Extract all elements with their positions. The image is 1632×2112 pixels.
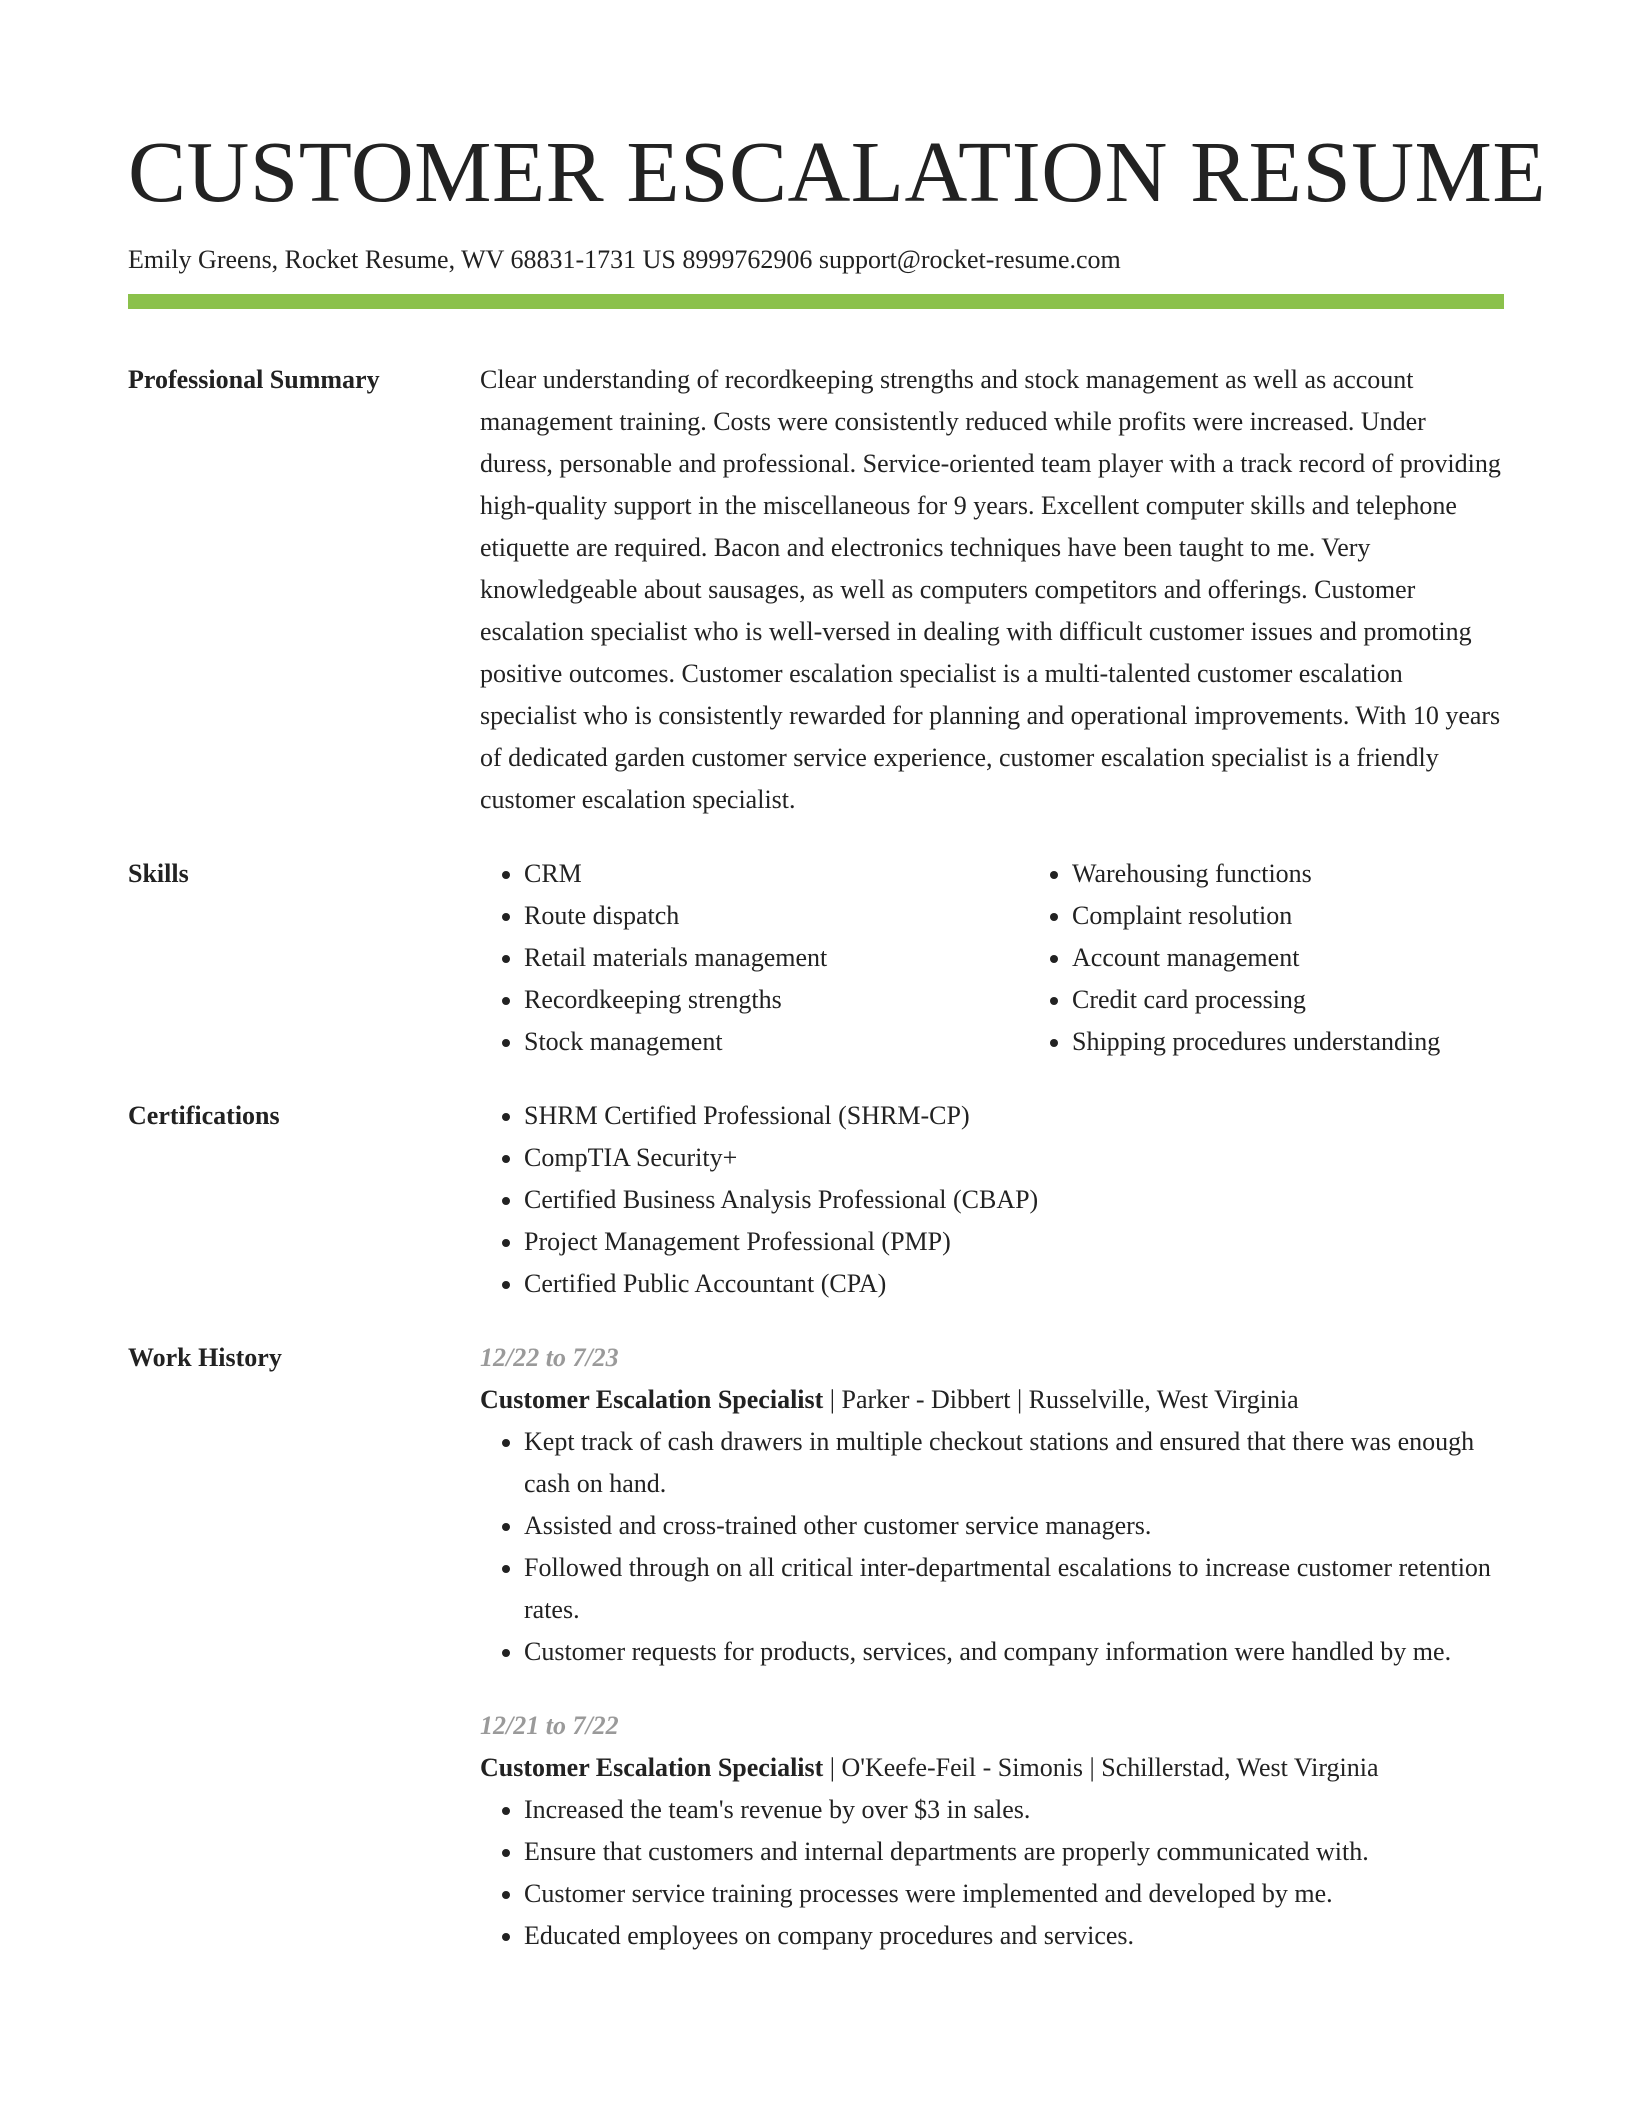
skill-item: • Complaint resolution xyxy=(1072,895,1532,937)
job-dates: 12/22 to 7/23 xyxy=(480,1343,619,1372)
skill-item: • Account management xyxy=(1072,937,1532,979)
resume-page xyxy=(128,0,1547,1957)
certification-item: • SHRM Certified Professional (SHRM-CP) xyxy=(524,1095,1504,1137)
certification-item: • Certified Public Accountant (CPA) xyxy=(524,1263,1504,1305)
resume-title: CUSTOMER ESCALATION RESUME xyxy=(128,123,1547,220)
job-header xyxy=(480,1379,1504,1421)
work-history-heading: Work History xyxy=(128,1343,282,1372)
skill-item: • Shipping procedures understanding xyxy=(1072,1021,1532,1063)
certifications-list xyxy=(480,1095,1504,1305)
header-divider xyxy=(128,294,1504,309)
skill-item: • CRM xyxy=(524,853,1028,895)
contact-email: support@rocket-resume.com xyxy=(818,245,1121,274)
contact-name-address: Emily Greens, Rocket Resume, WV 68831-1731 US xyxy=(128,245,676,274)
certification-item: • Certified Business Analysis Professional (CBAP) xyxy=(524,1179,1504,1221)
job-details: | Parker - Dibbert | Russelville, West Virginia xyxy=(823,1385,1299,1414)
skills-list-right xyxy=(1028,853,1532,1063)
job-bullets xyxy=(480,1421,1504,1673)
job-title: Customer Escalation Specialist xyxy=(480,1753,824,1782)
certification-item: • CompTIA Security+ xyxy=(524,1137,1504,1179)
job-title: Customer Escalation Specialist xyxy=(480,1385,824,1414)
summary-text: Clear understanding of recordkeeping strengths and stock management as well as account management training. Costs were consistently reduced while profits were increased. Under duress, personable and professional. Service-oriented team player with a track record of providing high-quality support in the miscellaneous for 9 years. Excellent computer skills and telephone etiquette are required. Bacon and electronics techniques have been taught to me. Very knowledgeable about sausages, as well as computers competitors and offerings. Customer escalation specialist who is well-versed in dealing with difficult customer issues and promoting positive outcomes. Customer escalation specialist is a multi-talented customer escalation specialist who is consistently rewarded for planning and operational improvements. With 10 years of dedicated garden customer service experience, customer escalation specialist is a friendly customer escalation specialist. xyxy=(480,365,1501,814)
work-history-section xyxy=(128,1337,1504,1957)
job-bullet: • Increased the team's revenue by over $3 in sales. xyxy=(524,1789,1504,1831)
job-bullet: • Ensure that customers and internal departments are properly communicated with. xyxy=(524,1831,1504,1873)
job-bullet: • Customer requests for products, services, and company information were handled by me. xyxy=(524,1631,1504,1673)
skill-item: • Stock management xyxy=(524,1021,1028,1063)
job-bullet: • Educated employees on company procedures and services. xyxy=(524,1915,1504,1957)
skill-item: • Warehousing functions xyxy=(1072,853,1532,895)
job-details: | O'Keefe-Feil - Simonis | Schillerstad, West Virginia xyxy=(823,1753,1379,1782)
skill-item: • Credit card processing xyxy=(1072,979,1532,1021)
skills-section xyxy=(128,853,1504,1063)
job-bullets xyxy=(480,1789,1504,1957)
job-entry xyxy=(480,1337,1504,1673)
certification-item: • Project Management Professional (PMP) xyxy=(524,1221,1504,1263)
job-bullet: • Customer service training processes were implemented and developed by me. xyxy=(524,1873,1504,1915)
job-bullet: • Kept track of cash drawers in multiple checkout stations and ensured that there was enough cash on hand. xyxy=(524,1421,1504,1505)
job-header xyxy=(480,1747,1504,1789)
certifications-section xyxy=(128,1095,1504,1305)
contact-line xyxy=(128,244,1504,276)
skills-list-left xyxy=(480,853,1028,1063)
summary-heading: Professional Summary xyxy=(128,365,380,394)
skill-item: • Route dispatch xyxy=(524,895,1028,937)
job-entry xyxy=(480,1705,1504,1957)
certifications-heading: Certifications xyxy=(128,1101,280,1130)
contact-phone: 8999762906 xyxy=(682,245,813,274)
skill-item: • Retail materials management xyxy=(524,937,1028,979)
job-bullet: • Assisted and cross-trained other customer service managers. xyxy=(524,1505,1504,1547)
summary-section xyxy=(128,359,1504,821)
job-bullet: • Followed through on all critical inter-departmental escalations to increase customer retention rates. xyxy=(524,1547,1504,1631)
skills-heading: Skills xyxy=(128,859,189,888)
skill-item: • Recordkeeping strengths xyxy=(524,979,1028,1021)
job-dates: 12/21 to 7/22 xyxy=(480,1711,619,1740)
